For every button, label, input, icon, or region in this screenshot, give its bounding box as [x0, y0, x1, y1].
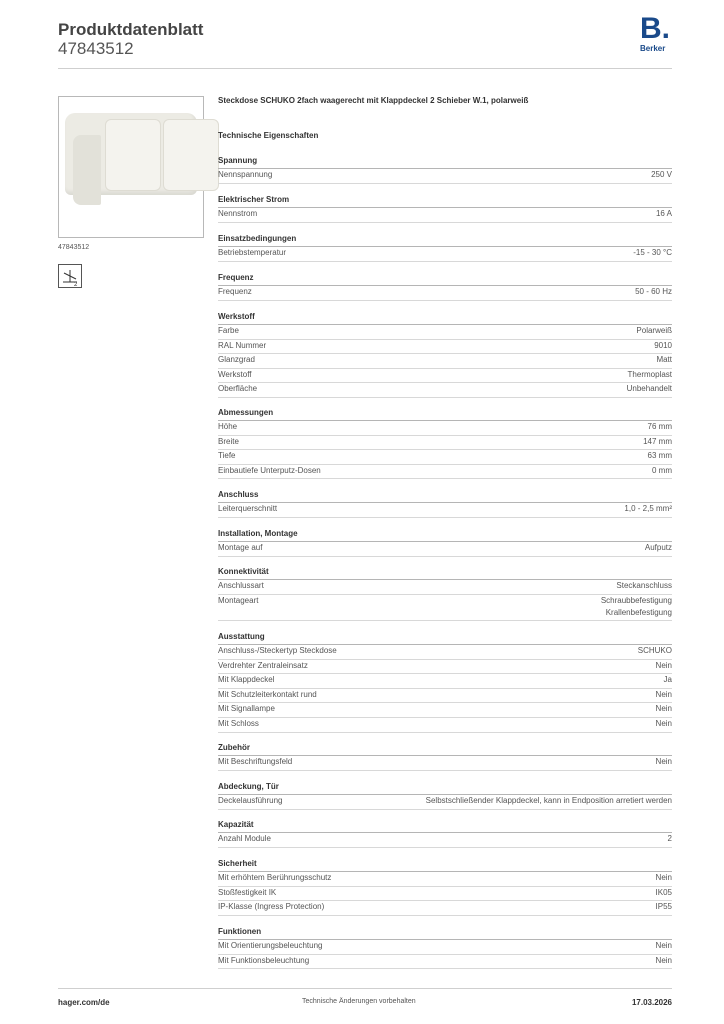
spec-label: Anschlussart [218, 581, 264, 590]
spec-value: IK05 [655, 887, 672, 897]
row-divider [218, 435, 672, 436]
row-divider [218, 300, 672, 301]
section-title: Ausstattung [218, 632, 265, 641]
ip-splash-icon [58, 264, 82, 288]
row-divider [218, 620, 672, 621]
section-divider [218, 324, 672, 325]
svg-text:2: 2 [74, 282, 78, 287]
spec-value: Schraubbefestigung [600, 595, 672, 605]
spec-label: Anzahl Module [218, 834, 271, 843]
spec-value: Nein [655, 689, 672, 699]
row-divider [218, 183, 672, 184]
section-divider [218, 168, 672, 169]
section-divider [218, 541, 672, 542]
spec-label: Deckelausführung [218, 796, 283, 805]
row-divider [218, 353, 672, 354]
socket-housing [65, 113, 197, 195]
section-divider [218, 207, 672, 208]
section-title: Konnektivität [218, 567, 269, 576]
spec-value: Steckanschluss [616, 581, 672, 590]
article-number: 47843512 [58, 39, 134, 58]
spec-value: 9010 [654, 340, 672, 350]
spec-value: 16 A [655, 209, 672, 218]
row-divider [218, 222, 672, 223]
section-divider [218, 871, 672, 872]
spec-label: Frequenz [218, 287, 252, 296]
spec-value: IP55 [655, 902, 672, 912]
footer-website: hager.com/de [58, 998, 110, 1007]
spec-label: Breite [218, 436, 239, 446]
row-divider [218, 732, 672, 733]
section-title: Frequenz [218, 273, 254, 282]
spec-value: 1,0 - 2,5 mm² [624, 504, 672, 513]
spec-value: Nein [655, 955, 672, 965]
row-divider [218, 517, 672, 518]
section-divider [218, 502, 672, 503]
housing-side [73, 135, 101, 205]
row-divider [218, 968, 672, 969]
row-divider [218, 915, 672, 916]
row-divider [218, 382, 672, 383]
spec-label: Nennspannung [218, 170, 273, 179]
row-divider [218, 717, 672, 718]
page-title: Produktdatenblatt [58, 20, 204, 39]
section-divider [218, 579, 672, 580]
spec-label: Betriebstemperatur [218, 248, 287, 257]
spec-value: Aufputz [644, 543, 672, 552]
spec-value: 0 mm [652, 465, 672, 475]
row-divider [218, 556, 672, 557]
flip-lid-right [163, 119, 219, 191]
section-title: Spannung [218, 156, 258, 165]
spec-value: 2 [667, 834, 672, 843]
footer-divider [58, 988, 672, 989]
row-divider [218, 688, 672, 689]
row-divider [218, 659, 672, 660]
spec-value: Nein [655, 873, 672, 882]
product-name: Steckdose SCHUKO 2fach waagerecht mit Klappdeckel 2 Schieber W.1, polarweiß [218, 96, 529, 105]
section-title: Kapazität [218, 820, 254, 829]
section-divider [218, 939, 672, 940]
row-divider [218, 594, 672, 595]
spec-label: Mit Funktionsbeleuchtung [218, 955, 310, 965]
section-title: Funktionen [218, 927, 262, 936]
row-divider [218, 770, 672, 771]
footer-note: Technische Änderungen vorbehalten [302, 998, 416, 1005]
spec-label: Mit Beschriftungsfeld [218, 757, 293, 766]
spec-label: Mit Klappdeckel [218, 675, 275, 685]
row-divider [218, 809, 672, 810]
spec-value: 63 mm [647, 451, 672, 461]
spec-value: Ja [663, 675, 672, 685]
footer-date: 17.03.2026 [631, 998, 672, 1007]
section-divider [218, 832, 672, 833]
row-divider [218, 339, 672, 340]
tech-heading: Technische Eigenschaften [218, 131, 319, 140]
spec-value: 250 V [651, 170, 672, 179]
row-divider [218, 478, 672, 479]
section-title: Zubehör [218, 743, 250, 752]
row-divider [218, 900, 672, 901]
spec-label: Leiterquerschnitt [218, 504, 278, 513]
product-image [58, 96, 204, 238]
spec-value: Nein [655, 704, 672, 714]
spec-value: Nein [655, 719, 672, 728]
spec-value: 50 - 60 Hz [635, 287, 672, 296]
row-divider [218, 449, 672, 450]
section-title: Abdeckung, Tür [218, 782, 279, 791]
row-divider [218, 368, 672, 369]
spec-value: Nein [655, 757, 672, 766]
row-divider [218, 954, 672, 955]
section-title: Sicherheit [218, 859, 257, 868]
section-title: Einsatzbedingungen [218, 234, 297, 243]
section-divider [218, 644, 672, 645]
spec-value: Matt [656, 355, 672, 365]
spec-label: RAL Nummer [218, 340, 267, 350]
spec-label: Glanzgrad [218, 355, 255, 365]
spec-value: Selbstschließender Klappdeckel, kann in Endposition arretiert werden [425, 796, 672, 805]
spec-label: Farbe [218, 326, 239, 335]
spec-value: Krallenbefestigung [605, 607, 672, 617]
spec-value: Nein [655, 660, 672, 670]
section-divider [218, 246, 672, 247]
spec-label: Werkstoff [218, 369, 252, 379]
spec-label: Verdrehter Zentraleinsatz [218, 660, 308, 670]
spec-value: 76 mm [647, 422, 672, 431]
spec-label: Tiefe [218, 451, 236, 461]
header-divider [58, 68, 672, 69]
row-divider [218, 847, 672, 848]
spec-label: Mit Signallampe [218, 704, 275, 714]
spec-value: 147 mm [643, 436, 672, 446]
row-divider [218, 464, 672, 465]
spec-label: Oberfläche [218, 384, 258, 394]
spec-value: Polarweiß [636, 326, 672, 335]
logo-letter: B. [640, 12, 670, 45]
spec-label: Mit erhöhtem Berührungsschutz [218, 873, 332, 882]
row-divider [218, 702, 672, 703]
spec-label: Nennstrom [218, 209, 258, 218]
section-divider [218, 794, 672, 795]
spec-label: Mit Orientierungsbeleuchtung [218, 941, 323, 950]
spec-value: Unbehandelt [626, 384, 672, 394]
spec-value: SCHUKO [637, 646, 672, 655]
section-title: Abmessungen [218, 408, 274, 417]
section-title: Installation, Montage [218, 529, 298, 538]
section-title: Anschluss [218, 490, 259, 499]
spec-label: Stoßfestigkeit IK [218, 887, 277, 897]
spec-label: Einbautiefe Unterputz-Dosen [218, 465, 321, 475]
row-divider [218, 397, 672, 398]
logo-word: Berker [640, 44, 666, 53]
spec-label: IP-Klasse (Ingress Protection) [218, 902, 325, 912]
flip-lid-left [105, 119, 161, 191]
spec-label: Höhe [218, 422, 238, 431]
row-divider [218, 886, 672, 887]
image-caption: 47843512 [58, 244, 90, 251]
section-divider [218, 755, 672, 756]
spec-label: Mit Schutzleiterkontakt rund [218, 689, 317, 699]
spec-label: Montage auf [218, 543, 263, 552]
spec-value: Nein [655, 941, 672, 950]
row-divider [218, 673, 672, 674]
spec-label: Anschluss-/Steckertyp Steckdose [218, 646, 337, 655]
spec-value: -15 - 30 °C [633, 248, 672, 257]
row-divider [218, 261, 672, 262]
berker-logo [638, 12, 674, 56]
section-title: Werkstoff [218, 312, 255, 321]
section-title: Elektrischer Strom [218, 195, 290, 204]
spec-label: Montageart [218, 595, 259, 605]
spec-label: Mit Schloss [218, 719, 259, 728]
section-divider [218, 420, 672, 421]
section-divider [218, 285, 672, 286]
spec-value: Thermoplast [627, 369, 672, 379]
